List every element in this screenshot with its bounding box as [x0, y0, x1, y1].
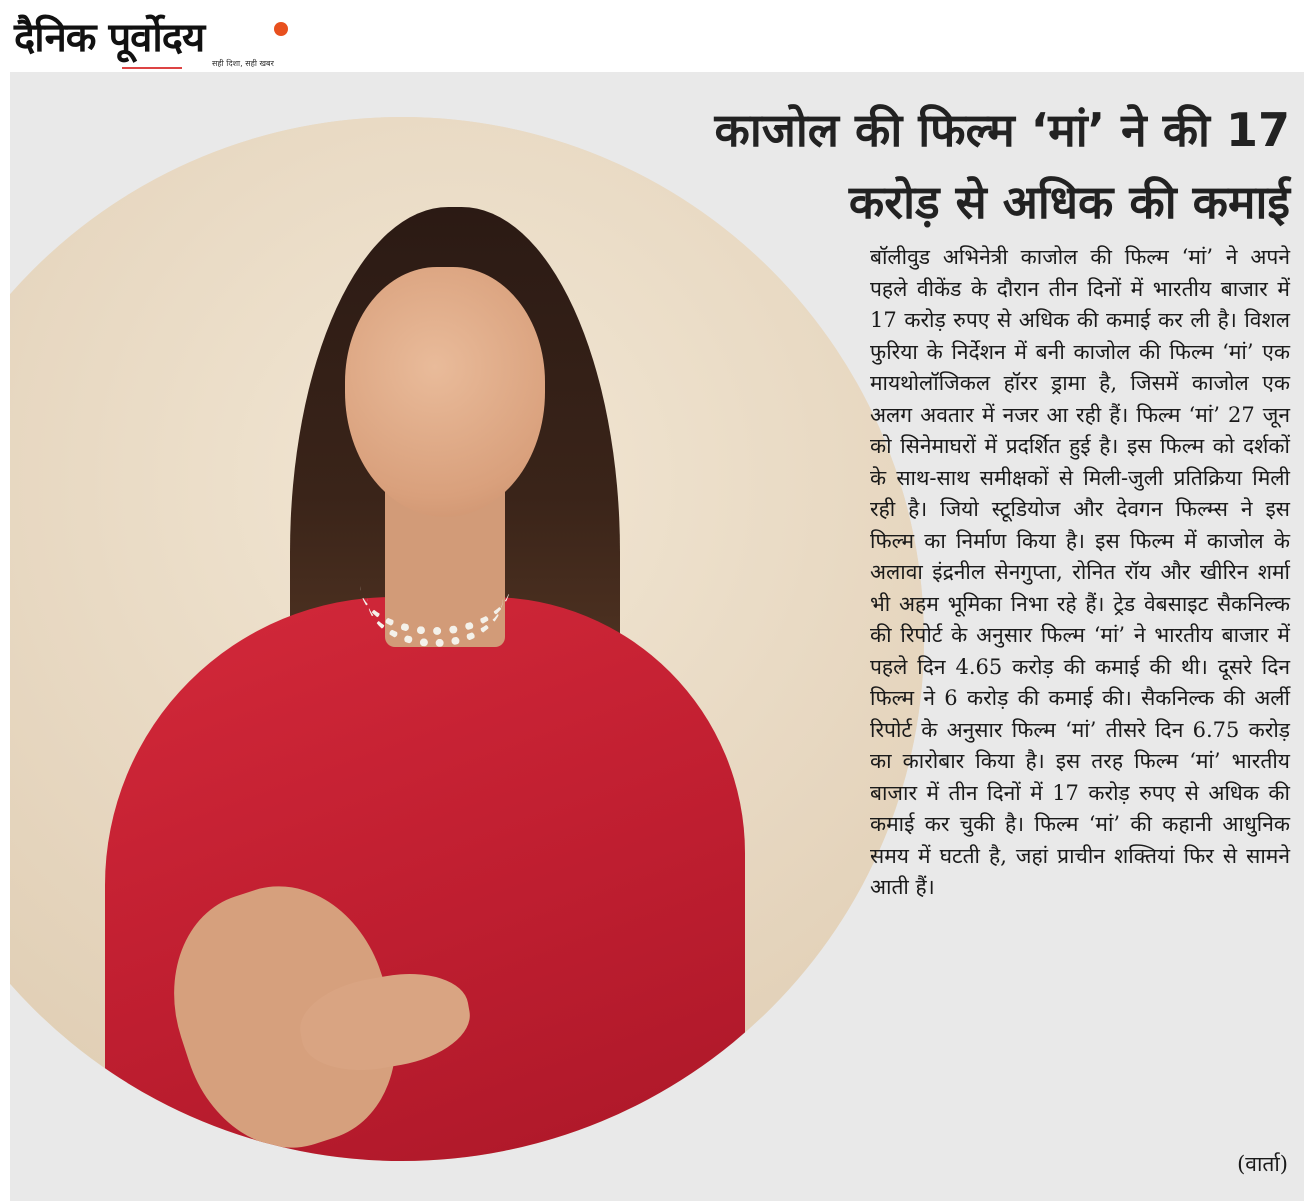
article-photo	[10, 117, 924, 1161]
masthead	[12, 6, 287, 72]
logo-tagline: सही दिशा, सही खबर	[212, 59, 274, 68]
logo-accent-line	[122, 67, 182, 69]
article-body: बॉलीवुड अभिनेत्री काजोल की फिल्म ‘मां’ ने अपने पहले वीकेंड के दौरान तीन दिनों में भारतीय बाजार में 17 करोड़ रुपए से अधिक की कमाई कर ली है। विशल फुरिया के निर्देशन में बनी काजोल की फिल्म ‘मां’ एक मायथोलॉजिकल हॉरर ड्रामा है, जिसमें काजोल एक अलग अवतार में नजर आ रही हैं। फिल्म ‘मां’ 27 जून को सिनेमाघरों में प्रदर्शित हुई है। इस फिल्म को दर्शकों के साथ-साथ समीक्षकों से मिली-जुली प्रतिक्रिया मिली रही है। जियो स्टूडियोज और देवगन फिल्म्स ने इस फिल्म का निर्माण किया है। इस फिल्म में काजोल के अलावा इंद्रनील सेनगुप्ता, रोनित रॉय और खीरिन शर्मा भी अहम भूमिका निभा रहे हैं। ट्रेड वेबसाइट सैकनिल्क की रिपोर्ट के अनुसार फिल्म ‘मां’ ने भारतीय बाजार में पहले दिन 4.65 करोड़ की कमाई की थी। दूसरे दिन फिल्म ने 6 करोड़ की कमाई की। सैकनिल्क की अर्ली रिपोर्ट के अनुसार फिल्म ‘मां’ तीसरे दिन 6.75 करोड़ का कारोबार किया है। इस तरह फिल्म ‘मां’ भारतीय बाजार में तीन दिनों में 17 करोड़ रुपए से अधिक की कमाई कर चुकी है। फिल्म ‘मां’ की कहानी आधुनिक समय में घटती है, जहां प्राचीन शक्तियां फिर से सामने आती हैं।	[870, 245, 1290, 899]
article-headline: काजोल की फिल्म ‘मां’ ने की 17 करोड़ से अधिक की कमाई	[714, 103, 1290, 229]
photo-necklace-strand	[367, 549, 503, 647]
article-panel	[10, 72, 1304, 1201]
article-credit: (वार्ता)	[1237, 1152, 1288, 1176]
newspaper-logo: दैनिक पूर्वोदय	[14, 15, 205, 61]
logo-dot-icon	[274, 22, 288, 36]
photo-face	[345, 267, 545, 517]
